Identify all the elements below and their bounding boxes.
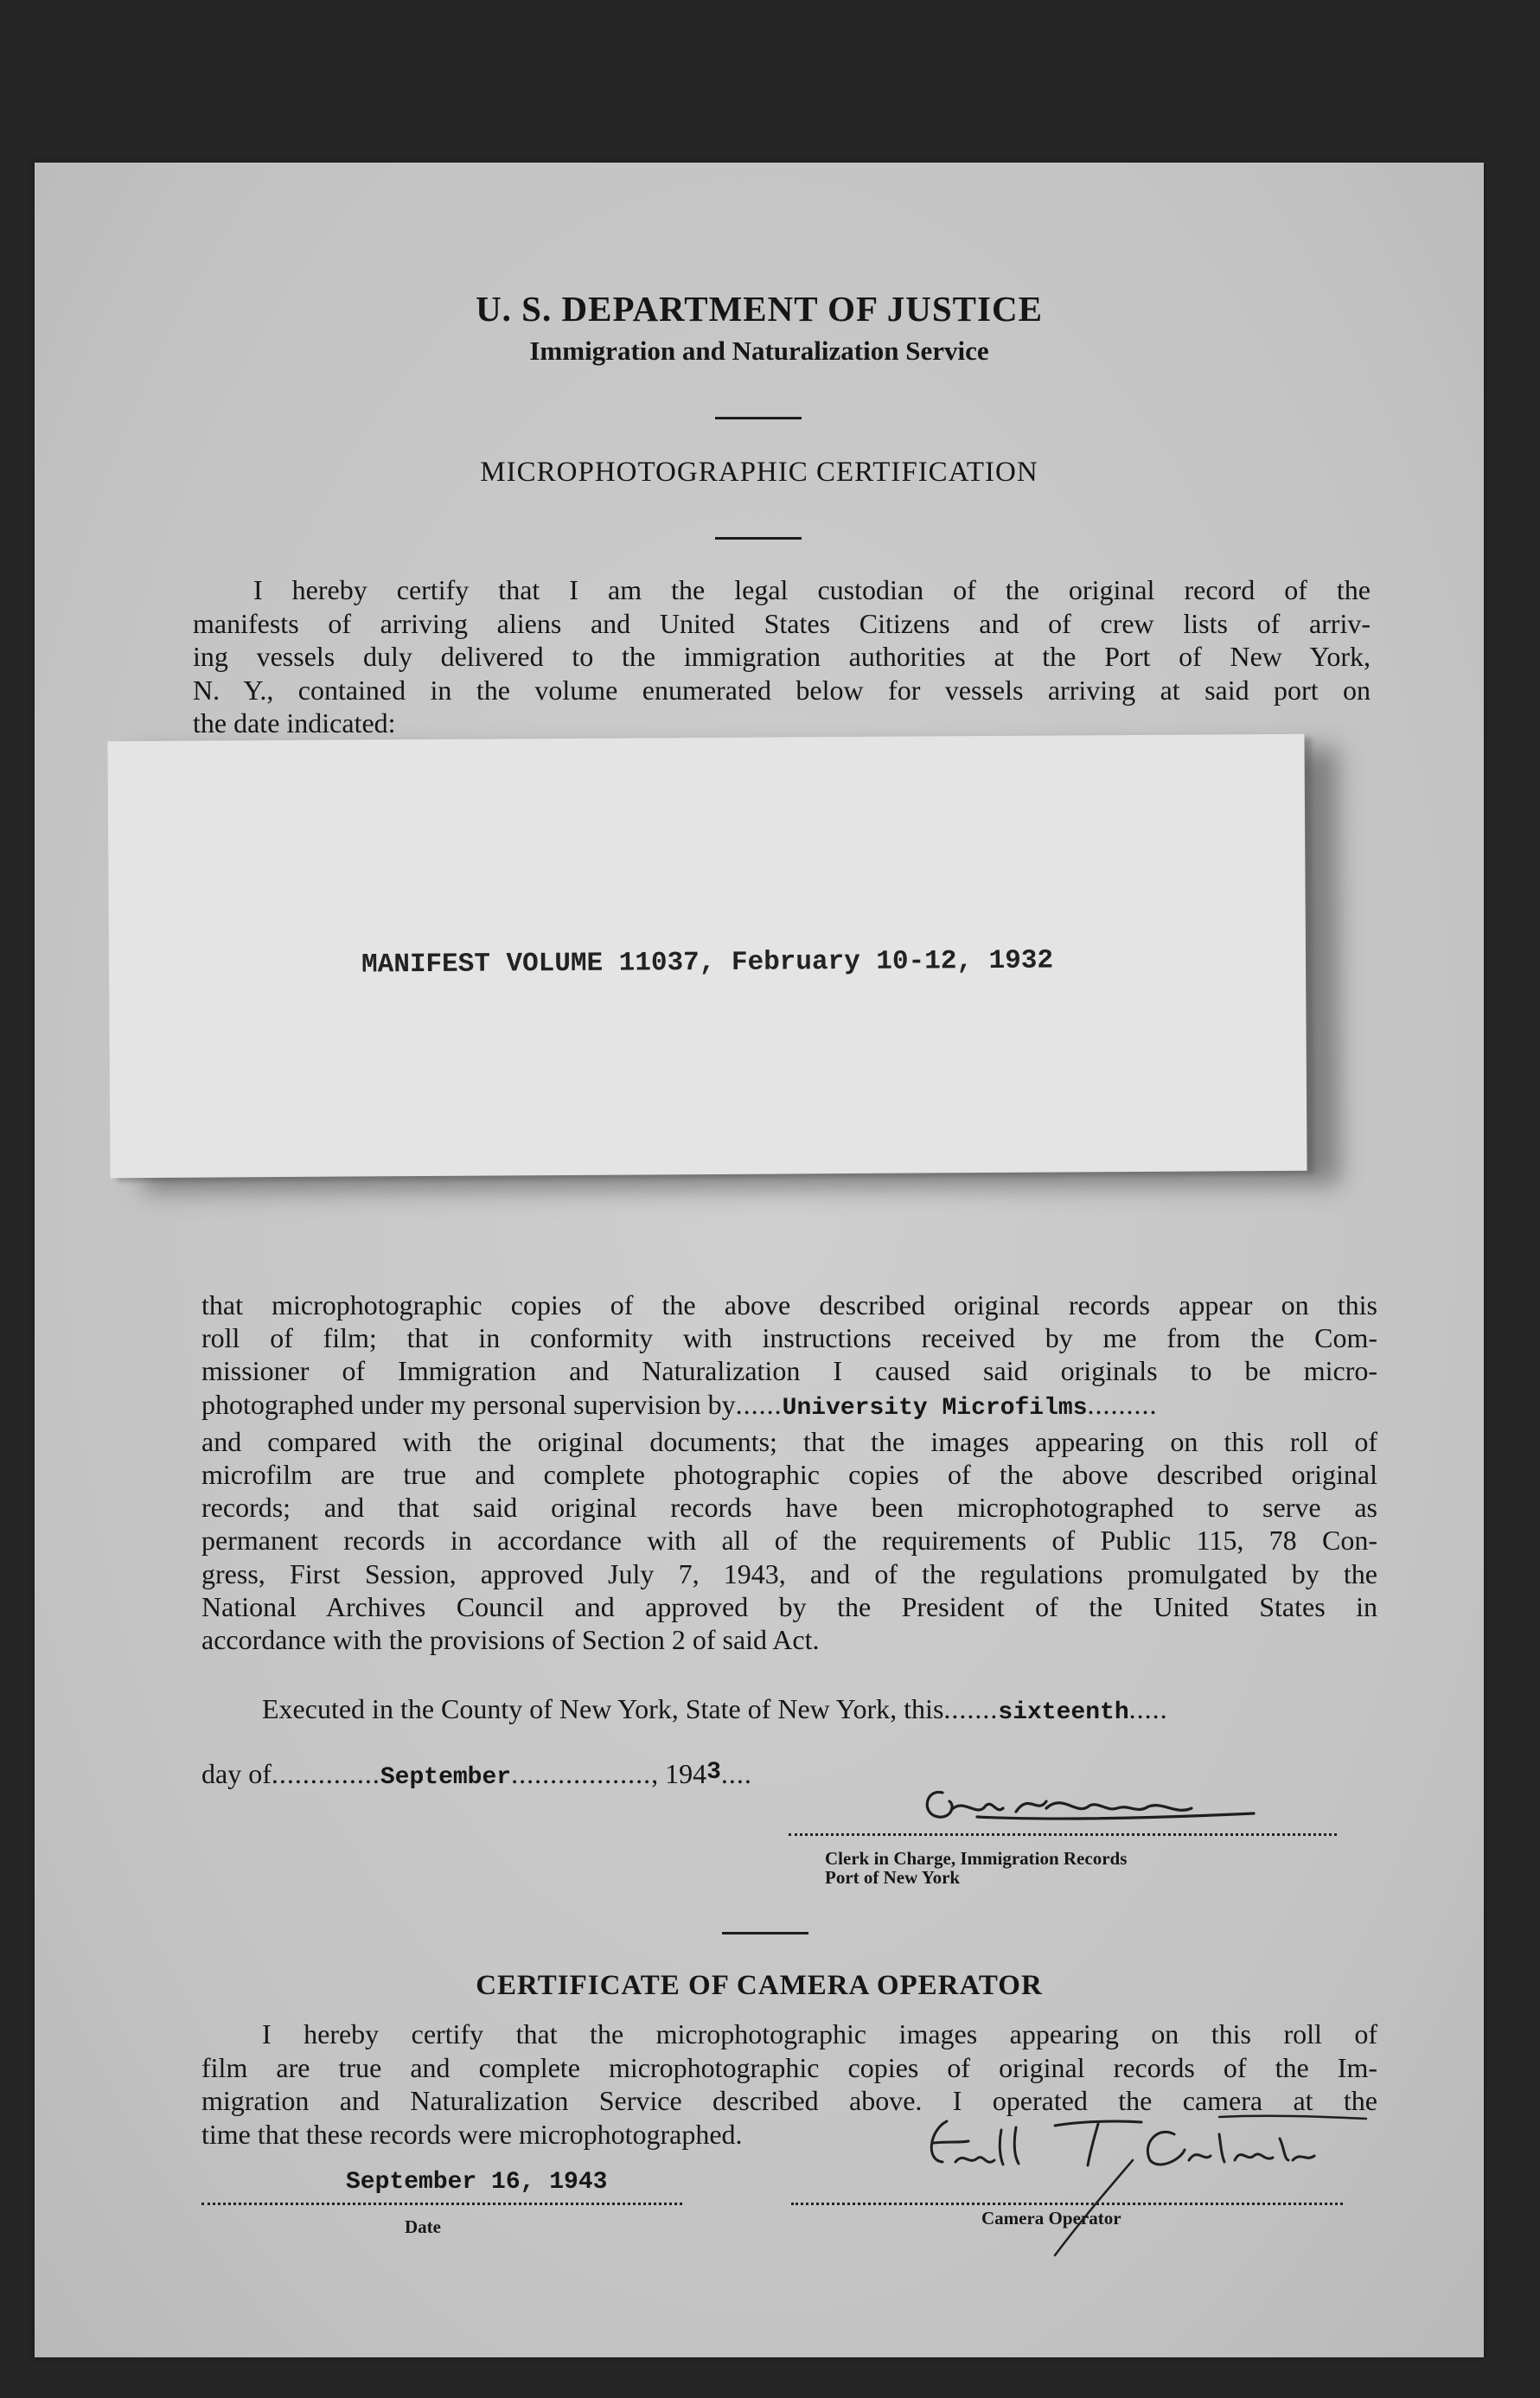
body-line: roll of film; that in conformity with instructions received by me from the Com- xyxy=(201,1322,1377,1354)
operator-date-value: September 16, 1943 xyxy=(346,2169,608,2196)
department-heading: U. S. DEPARTMENT OF JUSTICE xyxy=(476,289,1043,329)
body-line: that microphotographic copies of the above described original records appear on this xyxy=(201,1289,1377,1320)
intro-line: manifests of arriving aliens and United States Citizens and of crew lists of arriv- xyxy=(193,607,1371,639)
body-line: records; and that said original records have been microphotographed to serve as xyxy=(201,1492,1377,1524)
clerk-title xyxy=(825,1849,1127,1887)
manifest-volume-text: MANIFEST VOLUME 11037, February 10-12, 1932 xyxy=(361,945,1054,981)
clerk-title-line: Clerk in Charge, Immigration Records xyxy=(825,1848,1128,1869)
certification-page xyxy=(35,163,1484,2357)
body-line: missioner of Immigration and Naturalization I caused said originals to be micro- xyxy=(201,1355,1377,1387)
operator-signature-line xyxy=(791,2203,1343,2205)
divider xyxy=(715,537,802,540)
manifest-slip xyxy=(107,734,1307,1178)
day-of-label: day of xyxy=(201,1758,272,1789)
supervisor-name: University Microfilms xyxy=(782,1394,1088,1422)
body-line: National Archives Council and approved by the President of the United States in xyxy=(201,1590,1377,1622)
intro-line: ing vessels duly delivered to the immigration authorities at the Port of New York, xyxy=(193,641,1371,672)
body-line: accordance with the provisions of Section 2 of said Act. xyxy=(201,1624,820,1656)
execution-month: September xyxy=(380,1764,512,1791)
day-of-line: day of..............September.................., 1943.... xyxy=(201,1758,752,1791)
body-line: permanent records in accordance with all of the requirements of Public 115, 78 Con- xyxy=(201,1525,1377,1557)
date-line xyxy=(201,2203,682,2205)
execution-line: Executed in the County of New York, State of New York, this.......sixteenth..... xyxy=(262,1693,1168,1726)
camera-certificate-title: CERTIFICATE OF CAMERA OPERATOR xyxy=(476,1970,1043,2001)
divider xyxy=(722,1932,808,1934)
intro-line: the date indicated: xyxy=(193,707,396,739)
operator-label: Camera Operator xyxy=(981,2208,1121,2229)
certification-title: MICROPHOTOGRAPHIC CERTIFICATION xyxy=(480,457,1038,488)
intro-line: N. Y., contained in the volume enumerated below for vessels arriving at said port on xyxy=(193,674,1371,706)
year-digit: 3 xyxy=(706,1759,721,1786)
intro-paragraph xyxy=(193,573,1371,740)
year-prefix: , 194 xyxy=(651,1758,707,1789)
clerk-signature xyxy=(917,1775,1297,1836)
clerk-port-line: Port of New York xyxy=(825,1867,961,1888)
date-label: Date xyxy=(405,2216,441,2237)
execution-label: Executed in the County of New York, State of New York, this xyxy=(262,1693,944,1724)
supervision-label: photographed under my personal supervision by xyxy=(201,1388,736,1420)
camera-line: I hereby certify that the microphotographic images appearing on this roll of xyxy=(262,2018,1377,2049)
intro-line: I hereby certify that I am the legal custodian of the original record of the xyxy=(253,574,1371,605)
body-line: microfilm are true and complete photographic copies of the above described original xyxy=(201,1459,1377,1491)
camera-line: time that these records were microphotographed. xyxy=(201,2118,743,2150)
service-heading: Immigration and Naturalization Service xyxy=(529,336,989,366)
camera-line: film are true and complete microphotographic copies of original records of the Im- xyxy=(201,2051,1377,2083)
camera-line: migration and Naturalization Service described above. I operated the camera at the xyxy=(201,2085,1377,2116)
execution-day: sixteenth xyxy=(998,1699,1129,1726)
body-line: and compared with the original documents; that the images appearing on this roll of xyxy=(201,1425,1377,1457)
body-line: gress, First Session, approved July 7, 1943, and of the regulations promulgated by the xyxy=(201,1557,1377,1589)
body-paragraph xyxy=(201,1289,1377,1656)
body-line-supervision: photographed under my personal supervision by......University Microfilms......... xyxy=(201,1388,1158,1422)
divider xyxy=(715,417,802,419)
clerk-signature-line xyxy=(789,1833,1337,1836)
operator-signature xyxy=(847,2108,1383,2255)
